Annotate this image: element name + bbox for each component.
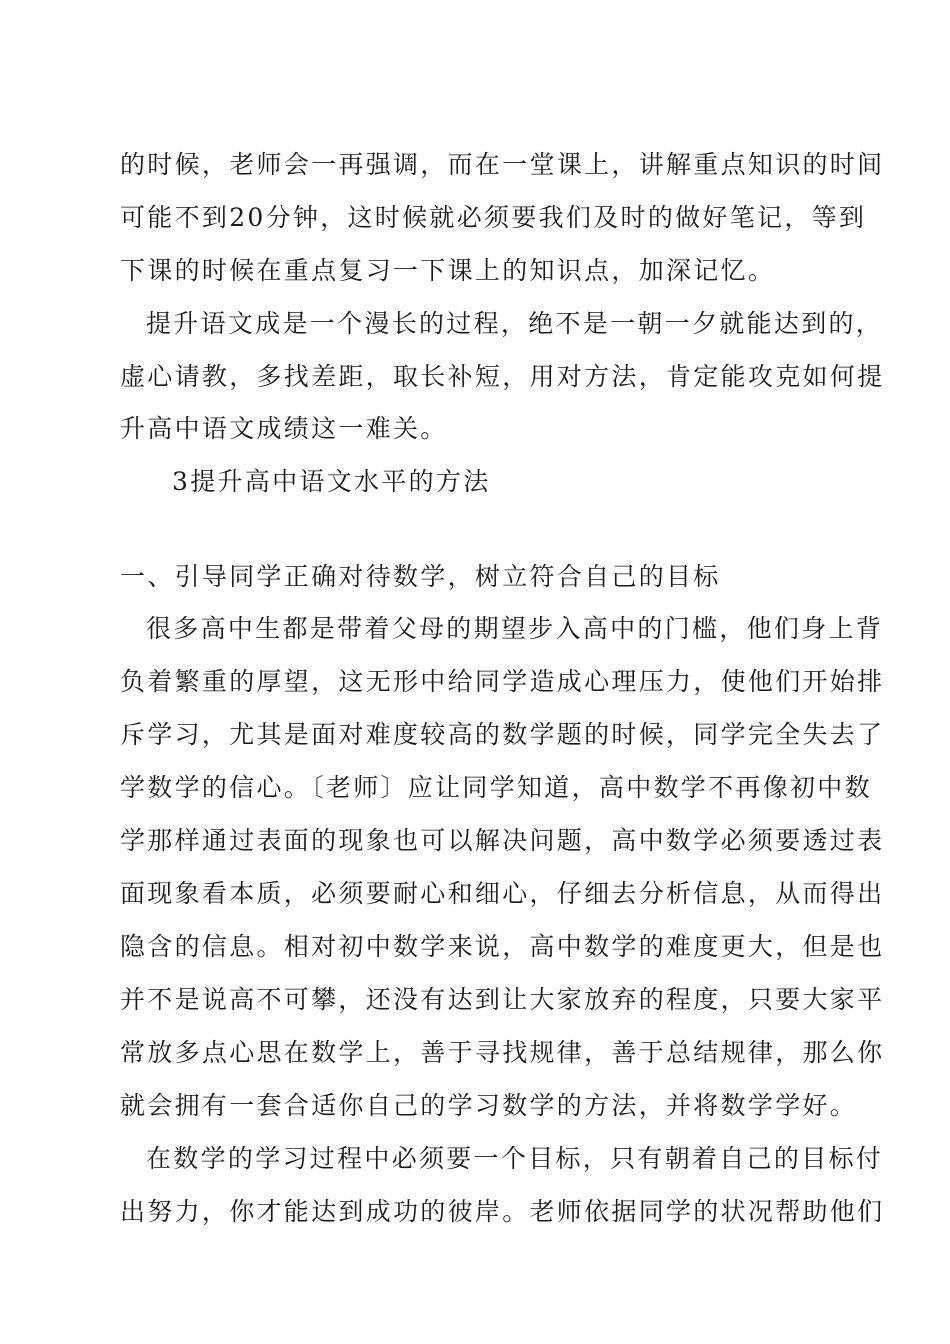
paragraph-3-line-1: 很多高中生都是带着父母的期望步入高中的门槛，他们身上背: [146, 614, 884, 643]
paragraph-3-line-10: 就会拥有一套合适你自己的学习数学的方法，并将数学学好。: [120, 1091, 858, 1120]
paragraph-2-line-1: 提升语文成是一个漫长的过程，绝不是一朝一夕就能达到的，: [146, 309, 884, 338]
paragraph-3-line-9: 常放多点心思在数学上，善于寻找规律，善于总结规律，那么你: [120, 1038, 885, 1067]
paragraph-3-line-8: 并不是说高不可攀，还没有达到让大家放弃的程度，只要大家平: [120, 985, 885, 1014]
paragraph-2-line-2: 虚心请教，多找差距，取长补短，用对方法，肯定能攻克如何提: [120, 362, 885, 391]
paragraph-3-line-6: 面现象看本质，必须要耐心和细心，仔细去分析信息，从而得出: [120, 879, 885, 908]
subsection-title: 一、引导同学正确对待数学，树立符合自己的目标: [120, 562, 721, 591]
paragraph-4-line-1: 在数学的学习过程中必须要一个目标，只有朝着自己的目标付: [146, 1144, 884, 1173]
paragraph-2-line-3: 升高中语文成绩这一难关。: [120, 414, 448, 443]
paragraph-3-line-3: 斥学习，尤其是面对难度较高的数学题的时候，同学完全失去了: [120, 720, 885, 749]
paragraph-1-line-1: 的时候，老师会一再强调，而在一堂课上，讲解重点知识的时间: [120, 150, 885, 179]
paragraph-3-line-7: 隐含的信息。相对初中数学来说，高中数学的难度更大，但是也: [120, 932, 885, 961]
paragraph-3-line-5: 学那样通过表面的现象也可以解决问题，高中数学必须要透过表: [120, 826, 885, 855]
section-heading: 3提升高中语文水平的方法: [172, 467, 491, 496]
paragraph-1-line-2: 可能不到20分钟，这时候就必须要我们及时的做好笔记，等到: [120, 203, 867, 232]
paragraph-3-line-2: 负着繁重的厚望，这无形中给同学造成心理压力，使他们开始排: [120, 667, 885, 696]
paragraph-1-line-3: 下课的时候在重点复习一下课上的知识点，加深记忆。: [120, 256, 776, 285]
paragraph-4-line-2: 出努力，你才能达到成功的彼岸。老师依据同学的状况帮助他们: [120, 1197, 885, 1226]
paragraph-3-line-4: 学数学的信心。〔老师〕应让同学知道，高中数学不再像初中数: [120, 773, 872, 802]
